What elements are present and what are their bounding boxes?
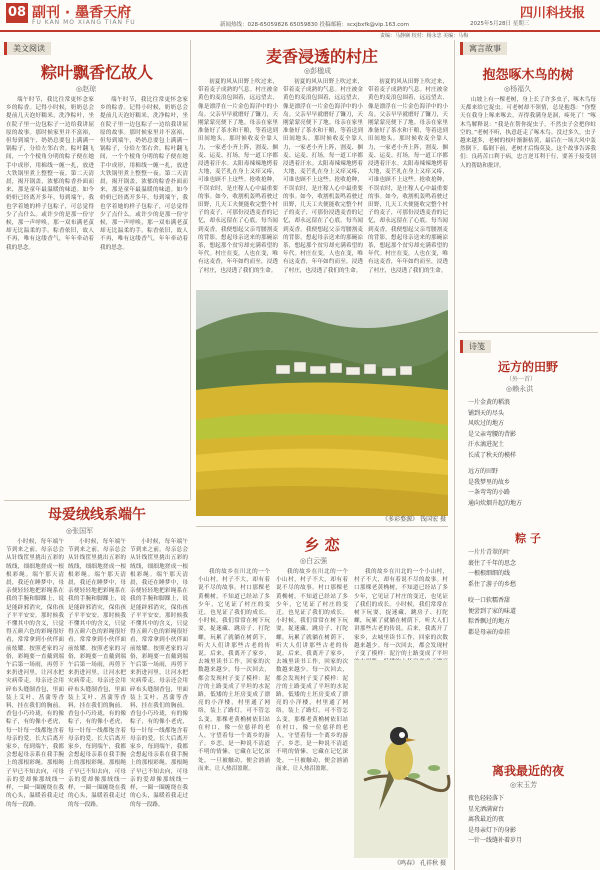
photo-wuyuan — [196, 290, 448, 516]
poem-title-field: 远方的田野 — [497, 360, 558, 374]
contact-info: 新闻热线：028-65059826 65059830 投稿邮箱：scxjbxfk@vip.163.com — [220, 22, 410, 28]
article-body-zongzi: 端午时节，我比往常更怀念家乡的粽香。记得小时候，奶奶总会提前几天泡好糯米，洗净粽叶，坐在院子里一边包粽子一边给我讲屈原的故事。那时候家里并不富裕，但每到端午，奶奶总要包上满满一锅粽子，分给左邻右舍。粽叶翻飞间，一个个棱角分明的粽子便在她手中成形，用棉线一缠一扎，放进大铁锅里煮上整整一夜。第二天清晨，揭开锅盖，浓郁的粽香扑面而来，那是童年最温暖的味道。如今奶奶已经离开多年，每到端午，我也学着她的样子包粽子，可总觉得少了点什么。或许少的是那一份守候，那一声呼唤，那一双布满老茧却无比温柔的手。粽香依旧，故人不再，唯有这缕香气，年年牵动着我的思念。 — [6, 97, 94, 251]
article-title-fable: 抱怨啄木鸟的树 — [482, 68, 574, 83]
poem-line: 离我最近的夜 — [468, 816, 505, 823]
poem-line: 粽香飘过的地方 — [468, 618, 511, 625]
poem-line: 一针一线缝补着岁月 — [468, 837, 523, 844]
column-pinyin: FU KAN MO XIANG TIAN FU — [32, 19, 136, 26]
poem-title-night: 离我最近的夜 — [491, 764, 564, 778]
poem-line: 都是母亲的牵挂 — [468, 628, 511, 636]
poem-line: 汗水滴进泥土 — [468, 441, 505, 448]
poem-line: 系住了游子的乡愁 — [468, 580, 517, 588]
poem-line: 是我梦里的故乡 — [468, 478, 511, 486]
poem-line: 风吹过的地方 — [468, 420, 505, 427]
article-title-zongzi: 粽叶飘香忆故人 — [40, 63, 153, 82]
article-body-dragon-boat-cont2: 小时候，每年端午节到来之前，母亲总会从针线筐里挑出五彩的绒线，细细地搓成一根根彩绳。端午那天清晨，我还在睡梦中，母亲便轻轻地把彩绳系在我的手腕和脚踝上，说是能辟邪消灾，保佑孩子平平安安。那时候我不懂其中的含义，只觉得五颜六色的彩绳很好看，常常拿到小伙伴面前炫耀。按照老家的习俗，彩绳要一直戴到端午后第一场雨，再剪下来扔进河里，让河水把灾病带走。母亲还会用碎布头缝制香包，里面装上艾叶、菖蒲等香料，挂在我们的胸前。香包小巧玲珑，有的像粽子，有的像小老虎，每一针每一线都饱含着母亲的爱。长大后离开家乡，每到端午，我都会想起母亲系在我手腕上的那根彩绳。那根绳子早已不知去向，可母亲的爱却像那绒线一样，一圈一圈缠绕在我的心头，温暖着我走过的每一段路。 — [130, 539, 188, 808]
editor-credits: 责编：马静娴 校对：杨永忠 美编：马梅 — [380, 33, 469, 39]
article-body-dragon-boat: 小时候，每年端午节到来之前，母亲总会从针线筐里挑出五彩的绒线，细细地搓成一根根彩绳。端午那天清晨，我还在睡梦中，母亲便轻轻地把彩绳系在我的手腕和脚踝上，说是能辟邪消灾，保佑孩子平平安安。那时候我不懂其中的含义，只觉得五颜六色的彩绳很好看，常常拿到小伙伴面前炫耀。按照老家的习俗，彩绳要一直戴到端午后第一场雨，再剪下来扔进河里，让河水把灾病带走。母亲还会用碎布头缝制香包，里面装上艾叶、菖蒲等香料，挂在我们的胸前。香包小巧玲珑，有的像粽子，有的像小老虎，每一针每一线都饱含着母亲的爱。长大后离开家乡，每到端午，我都会想起母亲系在我手腕上的那根彩绳。那根绳子早已不知去向，可母亲的爱却像那绒线一样，一圈一圈缠绕在我的心头，温暖着我走过的每一段路。 — [6, 539, 64, 808]
poem-line: 咬一口软糯香甜 — [468, 597, 511, 604]
newspaper-name: 四川科技报 — [520, 6, 586, 21]
section-label-poetry: 诗笺 — [460, 340, 491, 353]
poem-line: 通向炊烟升起的地方 — [468, 499, 523, 507]
poem-line: 裹住了千年的思念 — [468, 559, 517, 567]
divider — [4, 500, 190, 501]
poem-body-field — [468, 398, 596, 509]
column-name: 副刊 · 墨香天府 — [32, 5, 132, 21]
poem-line: 长成了秋天的模样 — [468, 451, 517, 459]
page-header — [0, 0, 600, 32]
section-label-left: 美文阅读 — [4, 42, 51, 55]
article-body-zongzi-cont: 端午时节，我比往常更怀念家乡的粽香。记得小时候，奶奶总会提前几天泡好糯米，洗净粽叶，坐在院子里一边包粽子一边给我讲屈原的故事。那时候家里并不富裕，但每到端午，奶奶总要包上满满一锅粽子，分给左邻右舍。粽叶翻飞间，一个个棱角分明的粽子便在她手中成形，用棉线一缠一扎，放进大铁锅里煮上整整一夜。第二天清晨，揭开锅盖，浓郁的粽香扑面而来，那是童年最温暖的味道。如今奶奶已经离开多年，每到端午，我也学着她的样子包粽子，可总觉得少了点什么。或许少的是那一份守候，那一声呼唤，那一双布满老茧却无比温柔的手。粽香依旧，故人不再，唯有这缕香气，年年牵动着我的思念。 — [100, 97, 188, 251]
poem-author-night: ◎宋玉芳 — [510, 781, 538, 789]
article-body-fable: 山坡上有一棵老树，身上长了许多虫子，啄木鸟每天都来给它捉虫。可老树却不领情，总是抱怨：“你整天在我身上啄来啄去，弄得我满身是洞，疼死了！”啄木鸟解释说：“我是在帮你捉虫子，不然虫子会把你蛀空的。”老树不听，执意赶走了啄木鸟。没过多久，虫子越来越多，老树的枝叶渐渐枯黄，最后在一场大风中轰然倒下。临倒下前，老树才后悔莫及。这个故事告诉我们：良药苦口利于病，忠言逆耳利于行，要善于接受别人的帮助和批评。 — [460, 97, 596, 169]
poem-line: 远方的田野 — [468, 468, 499, 475]
page-number: 08 — [6, 3, 28, 23]
publish-date: 2025年5月28日 星期三 — [470, 21, 530, 27]
divider — [190, 40, 191, 500]
divider — [196, 526, 448, 527]
poem-author-field: ◎赖永洪 — [506, 385, 534, 393]
poem-line: 星光洒满窗台 — [468, 805, 505, 813]
article-body-homesick-cont2: 我的故乡在川北的一个小山村，村子不大，却有着说不尽的故事。村口那棵老黄桷树，不知道已经站了多少年，它见证了村庄的变迁，也见证了我们的成长。小时候，我们常常在树下玩耍，捉迷藏、跳房子、打陀螺，玩累了就躺在树荫下，听大人们讲那些古老的传说。后来，我离开了家乡，去城里读书工作，回家的次数越来越少。每一次回去，都会发现村子变了模样：泥泞的土路变成了平坦 — [354, 569, 448, 658]
divider — [454, 40, 455, 870]
photo-bird — [354, 660, 448, 858]
article-author-dragon-boat: ◎张国军 — [66, 527, 94, 535]
article-title-dragon-boat: 母爱绒线系端午 — [48, 507, 146, 523]
poem-line: 夜色轻轻落下 — [468, 795, 505, 802]
section-label-right: 寓言故事 — [460, 42, 507, 55]
poem-body-night — [468, 794, 596, 847]
article-author-village: ◎彭楹成 — [304, 67, 332, 75]
article-author-zongzi: ◎赵琼 — [76, 85, 97, 93]
article-title-village: 麦香浸透的村庄 — [265, 47, 378, 66]
poem-body-zongzi — [468, 548, 596, 638]
poem-line: 一片片青翠的叶 — [468, 549, 511, 556]
article-title-homesick: 乡 恋 — [304, 536, 340, 554]
poem-line: 是父亲弯腰的背影 — [468, 430, 517, 438]
poem-line: 便尝到了家的味道 — [468, 607, 517, 615]
article-body-homesick-cont: 我的故乡在川北的一个小山村，村子不大，却有着说不尽的故事。村口那棵老黄桷树，不知道已经站了多少年，它见证了村庄的变迁，也见证了我们的成长。小时候，我们常常在树下玩耍，捉迷藏、跳房子、打陀螺，玩累了就躺在树荫下，听大人们讲那些古老的传说。后来，我离开了家乡，去城里读书工作，回家的次数越来越少。每一次回去，都会发现村子变了模样：泥泞的土路变成了平坦的水泥路，低矮的土坯房变成了漂亮的小洋楼，村里通了网络，装上了路灯。可不管怎么变，那棵老黄桷树依旧站在村口，像一位慈祥的老人，守望着每一个离乡的游子。乡恋，是一种说不清道不明的情愫，它藏在记忆深处，一旦被触动，便会汹涌而来，让人热泪盈眶。 — [276, 569, 348, 772]
article-author-fable: ◎杨福久 — [504, 85, 532, 93]
article-body-village: 初夏的风从田野上吹过来，带着麦子成熟的气息。村庄被金黄色的麦浪包围着，远远望去，像是漂浮在一片金色海洋中的小岛。父亲早早就磨好了镰刀，天刚蒙蒙亮便下了地。母亲在家里准备好了茶水和干粮，等着送到田间地头。那时候收麦全靠人力，一家老小齐上阵，割麦、捆麦、运麦、打场，每一道工序都浸透着汗水。太阳毒辣辣地烤着大地，麦芒扎在身上又痒又疼，可谁也顾不上这些。抢收抢种，不误农时，是庄稼人心中最重要的事。如今，收割机轰鸣着驶过田野，几天工夫便能收完整个村子的麦子，可那份浸透麦香的记忆，却永远留在了心底。每当闻到麦香，我便想起父亲弯腰割麦的背影，想起母亲送来的那碗凉茶，想起那个贫穷却充满希望的年代。村庄在变，人也在变，唯有这麦香，年年如约而至，浸透了村庄，也浸透了我们的生命。 — [198, 79, 278, 274]
article-body-homesick: 我的故乡在川北的一个小山村，村子不大，却有着说不尽的故事。村口那棵老黄桷树，不知道已经站了多少年，它见证了村庄的变迁，也见证了我们的成长。小时候，我们常常在树下玩耍，捉迷藏、跳房子、打陀螺，玩累了就躺在树荫下，听大人们讲那些古老的传说。后来，我离开了家乡，去城里读书工作，回家的次数越来越少。每一次回去，都会发现村子变了模样：泥泞的土路变成了平坦的水泥路，低矮的土坯房变成了漂亮的小洋楼，村里通了网络，装上了路灯。可不管怎么变，那棵老黄桷树依旧站在村口，像一位慈祥的老人，守望着每一个离乡的游子。乡恋，是一种说不清道不明的情愫，它藏在记忆深处，一旦被触动，便会汹涌而来，让人热泪盈眶。 — [198, 569, 270, 772]
article-body-village-cont2: 初夏的风从田野上吹过来，带着麦子成熟的气息。村庄被金黄色的麦浪包围着，远远望去，像是漂浮在一片金色海洋中的小岛。父亲早早就磨好了镰刀，天刚蒙蒙亮便下了地。母亲在家里准备好了茶水和干粮，等着送到田间地头。那时候收麦全靠人力，一家老小齐上阵，割麦、捆麦、运麦、打场，每一道工序都浸透着汗水。太阳毒辣辣地烤着大地，麦芒扎在身上又痒又疼，可谁也顾不上这些。抢收抢种，不误农时，是庄稼人心中最重要的事。如今，收割机轰鸣着驶过田野，几天工夫便能收完整个村子的麦子，可那份浸透麦香的记忆，却永远留在了心底。每当闻到麦香，我便想起父亲弯腰割麦的背影，想起母亲送来的那碗凉茶，想起那个贫穷却充满希望的年代。村庄在变，人也在变，唯有这麦香，年年如约而至，浸透了村庄，也浸透了我们的生命。 — [368, 79, 448, 274]
photo-caption-wuyuan: 《多彩婺源》 钱国宏 摄 — [382, 516, 446, 523]
article-body-dragon-boat-cont: 小时候，每年端午节到来之前，母亲总会从针线筐里挑出五彩的绒线，细细地搓成一根根彩绳。端午那天清晨，我还在睡梦中，母亲便轻轻地把彩绳系在我的手腕和脚踝上，说是能辟邪消灾，保佑孩子平平安安。那时候我不懂其中的含义，只觉得五颜六色的彩绳很好看，常常拿到小伙伴面前炫耀。按照老家的习俗，彩绳要一直戴到端午后第一场雨，再剪下来扔进河里，让河水把灾病带走。母亲还会用碎布头缝制香包，里面装上艾叶、菖蒲等香料，挂在我们的胸前。香包小巧玲珑，有的像粽子，有的像小老虎，每一针每一线都饱含着母亲的爱。长大后离开家乡，每到端午，我都会想起母亲系在我手腕上的那根彩绳。那根绳子早已不知去向，可母亲的爱却像那绒线一样，一圈一圈缠绕在我的心头，温暖着我走过的每一段路。 — [68, 539, 126, 808]
poem-title-zongzi: 粽 子 — [515, 532, 541, 545]
poem-subtitle-field: （外一首） — [506, 376, 537, 383]
poem-line: 一根根细细的线 — [468, 570, 511, 577]
article-body-village-cont: 初夏的风从田野上吹过来，带着麦子成熟的气息。村庄被金黄色的麦浪包围着，远远望去，像是漂浮在一片金色海洋中的小岛。父亲早早就磨好了镰刀，天刚蒙蒙亮便下了地。母亲在家里准备好了茶水和干粮，等着送到田间地头。那时候收麦全靠人力，一家老小齐上阵，割麦、捆麦、运麦、打场，每一道工序都浸透着汗水。太阳毒辣辣地烤着大地，麦芒扎在身上又痒又疼，可谁也顾不上这些。抢收抢种，不误农时，是庄稼人心中最重要的事。如今，收割机轰鸣着驶过田野，几天工夫便能收完整个村子的麦子，可那份浸透麦香的记忆，却永远留在了心底。每当闻到麦香，我便想起父亲弯腰割麦的背影，想起母亲送来的那碗凉茶，想起那个贫穷却充满希望的年代。村庄在变，人也在变，唯有这麦香，年年如约而至，浸透了村庄，也浸透了我们的生命。 — [283, 79, 363, 274]
poem-line: 铺到天的尽头 — [468, 409, 505, 417]
photo-caption-bird: 《鸣春》 孔祥秋 摄 — [394, 860, 446, 867]
divider — [458, 332, 598, 333]
poem-line: 一片金黄的稻浪 — [468, 399, 511, 406]
poem-line: 是母亲灯下的身影 — [468, 826, 517, 834]
article-author-homesick: ◎白云强 — [300, 557, 328, 565]
poem-line: 一条弯弯的小路 — [468, 489, 511, 496]
